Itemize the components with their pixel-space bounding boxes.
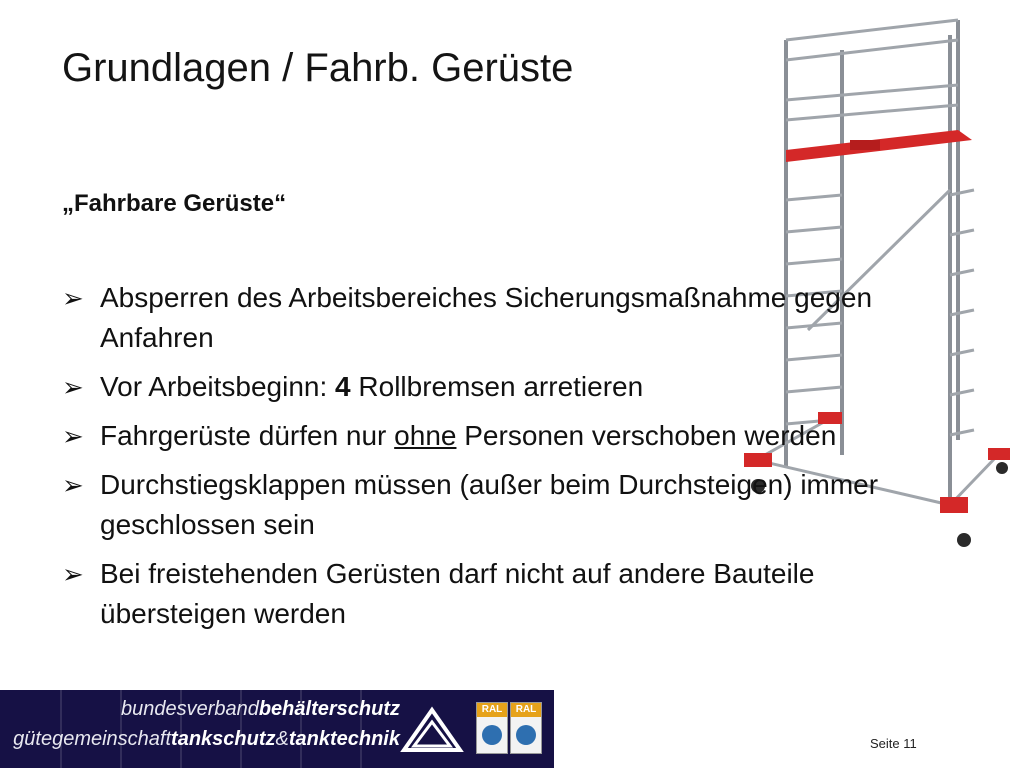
bullet-text: Absperren des Arbeitsbereiches Sicherungsmaßnahme gegen Anfahren <box>100 282 873 353</box>
bullet-text: Bei freistehenden Gerüsten darf nicht auf andere Bauteile übersteigen werden <box>100 558 815 629</box>
ral-label: RAL <box>511 703 541 717</box>
ral-seal-icon <box>476 702 508 754</box>
arrow-bullet-icon: ➢ <box>62 470 84 500</box>
organization-line-2 <box>0 728 400 751</box>
bullet-text: Durchstiegsklappen müssen (außer beim Durchsteigen) immer geschlossen sein <box>100 469 879 540</box>
arrow-bullet-icon: ➢ <box>62 559 84 589</box>
ral-seal-icon <box>510 702 542 754</box>
page-number: Seite 11 <box>870 736 917 751</box>
association-logo-icon <box>400 706 464 754</box>
bullet-list <box>62 278 962 643</box>
bullet-item <box>62 367 962 407</box>
bullet-text-after: Rollbremsen arretieren <box>350 371 644 402</box>
bullet-item <box>62 416 962 456</box>
org2-bold-2: tanktechnik <box>288 728 400 750</box>
org1-normal: bundesverband <box>120 698 259 720</box>
arrow-bullet-icon: ➢ <box>62 421 84 451</box>
slide-subtitle: „Fahrbare Gerüste“ <box>62 190 287 217</box>
organization-line-1 <box>0 698 400 721</box>
footer-bar <box>0 690 554 768</box>
slide-title: Grundlagen / Fahrb. Gerüste <box>62 46 574 90</box>
org2-normal: gütegemeinschaft <box>13 728 172 750</box>
bullet-item <box>62 554 962 634</box>
bullet-bold-number: 4 <box>335 371 351 402</box>
org2-amp: & <box>275 728 289 750</box>
ral-label: RAL <box>477 703 507 717</box>
bullet-item <box>62 465 962 545</box>
bullet-text-after: Personen verschoben werden <box>456 420 837 451</box>
bullet-text-before: Vor Arbeitsbeginn: <box>100 371 336 402</box>
org2-bold-1: tankschutz <box>171 728 276 750</box>
bullet-text-before: Fahrgerüste dürfen nur <box>100 420 395 451</box>
arrow-bullet-icon: ➢ <box>62 283 84 313</box>
org1-bold: behälterschutz <box>258 698 400 720</box>
arrow-bullet-icon: ➢ <box>62 372 84 402</box>
bullet-item <box>62 278 962 358</box>
bullet-underlined-word: ohne <box>394 420 457 451</box>
